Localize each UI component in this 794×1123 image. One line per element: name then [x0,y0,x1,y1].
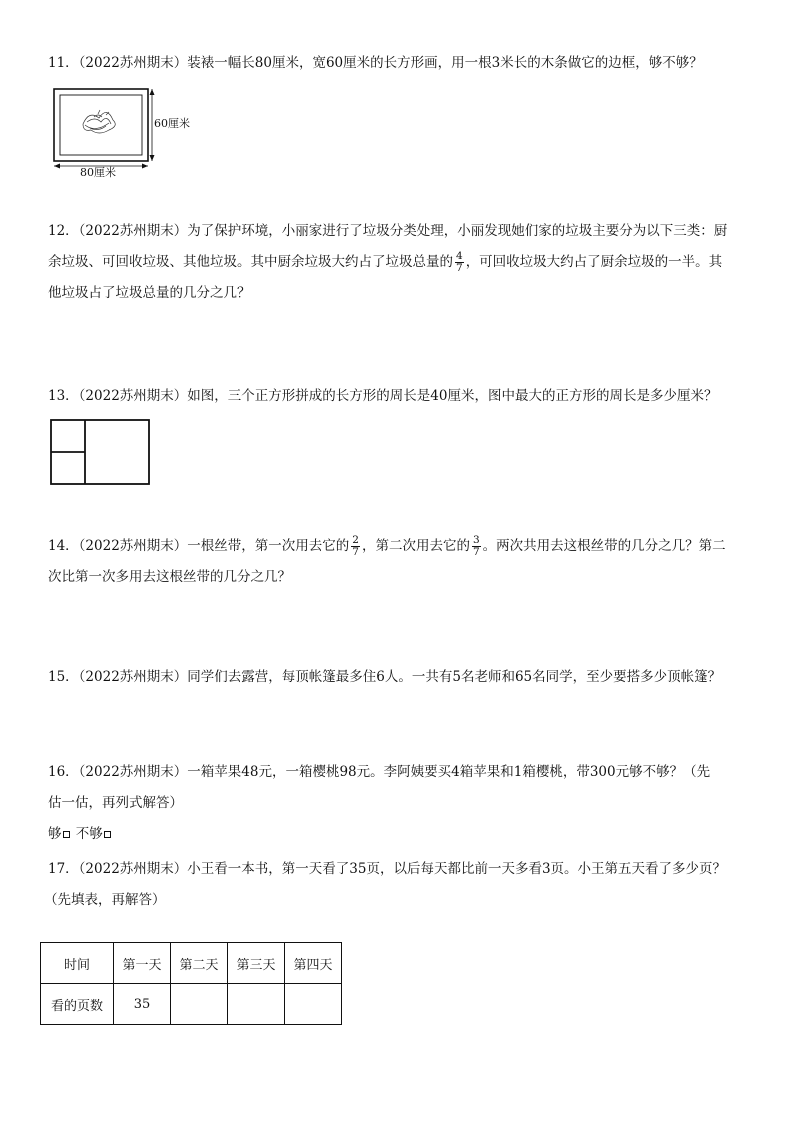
question-13 [48,381,748,412]
table-cell: 第三天 [228,943,285,984]
table-header-row [41,943,342,984]
width-label: 60厘米 [154,117,190,130]
painting-frame-figure [50,84,200,178]
reading-pages-table [40,942,342,1025]
question-15 [48,662,748,693]
option-enough-label: 够 [48,826,62,842]
question-16-line2: 估一估，再列式解答） [48,795,183,811]
question-16 [48,757,748,850]
question-17 [44,854,748,916]
question-17-line1: 17．（2022苏州期末）小王看一本书，第一天看了35页，以后每天都比前一天多看3页。小王第五天看了多少页？ [48,861,727,877]
fraction-4-7: $\frac{4}{7}$ [456,250,463,274]
question-17-line2: （先填表，再解答） [44,892,166,908]
option-not-enough-checkbox[interactable] [104,831,111,838]
question-13-text: 13．（2022苏州期末）如图，三个正方形拼成的长方形的周长是40厘米，图中最大的正方形的周长是多少厘米？ [48,388,718,404]
question-14 [48,531,748,593]
question-11-text: 11．（2022苏州期末）装裱一幅长80厘米，宽60厘米的长方形画，用一根3米长的木条做它的边框，够不够？ [48,55,703,71]
question-12-line3: 他垃圾占了垃圾总量的几分之几？ [48,285,251,301]
table-cell: 看的页数 [41,984,114,1025]
option-enough-checkbox[interactable] [63,831,70,838]
table-cell-blank[interactable] [228,984,285,1025]
question-14-line1: 14．（2022苏州期末）一根丝带，第一次用去它的 $\frac{2}{7}$ ，第二次用去它的 $\frac{3}{7}$ 。两次共用去这根丝带的几分之几？第二 [48,534,726,558]
question-12-line1: 12．（2022苏州期末）为了保护环境，小丽家进行了垃圾分类处理，小丽发现她们家的垃圾主要分为以下三类：厨 [48,223,728,239]
question-16-options [48,819,748,850]
table-cell: 第一天 [114,943,171,984]
question-11 [48,48,748,79]
question-12 [48,216,748,309]
question-14-line2: 次比第一次多用去这根丝带的几分之几？ [48,569,291,585]
fraction-3-7: $\frac{3}{7}$ [472,534,480,558]
fraction-2-7: $\frac{2}{7}$ [352,534,359,558]
length-label: 80厘米 [80,166,116,178]
three-squares-figure [50,419,152,487]
table-cell: 时间 [41,943,114,984]
painting-sketch-icon [83,110,115,133]
table-cell: 第二天 [171,943,228,984]
question-15-text: 15．（2022苏州期末）同学们去露营，每顶帐篷最多住6人。一共有5名老师和65名同学，至少要搭多少顶帐篷？ [48,669,722,685]
table-row [41,984,342,1025]
table-cell-blank[interactable] [285,984,342,1025]
table-cell-blank[interactable] [171,984,228,1025]
option-not-enough-label: 不够 [75,826,103,842]
table-cell: 第四天 [285,943,342,984]
question-12-line2: 余垃圾、可回收垃圾、其他垃圾。其中厨余垃圾大约占了垃圾总量的 $\frac{4}{7}$ ，可回收垃圾大约占了厨余垃圾的一半。其 [48,250,723,274]
table-cell: 35 [114,984,171,1025]
question-16-line1: 16．（2022苏州期末）一箱苹果48元，一箱樱桃98元。李阿姨要买4箱苹果和1箱樱桃，带300元够不够？（先 [48,764,711,780]
